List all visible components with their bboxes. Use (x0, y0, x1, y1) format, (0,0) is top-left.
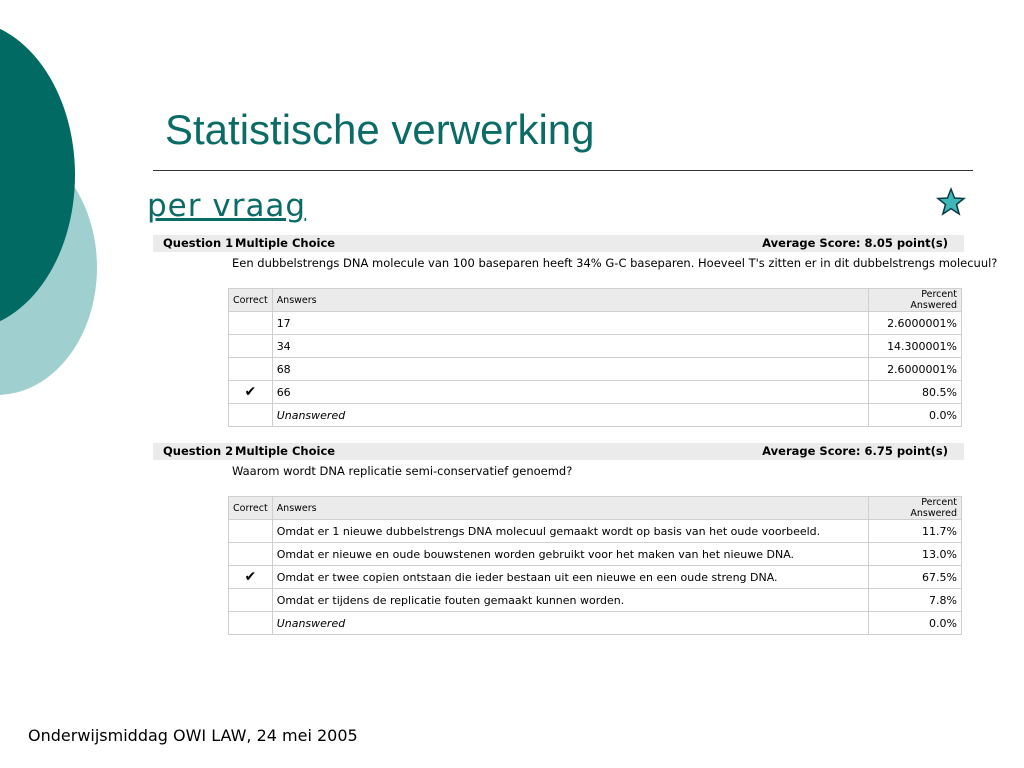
slide-title: Statistische verwerking (165, 106, 595, 153)
percent-answered: 13.0% (869, 543, 962, 566)
table-header-row (229, 289, 962, 312)
question-type: Multiple Choice (235, 444, 336, 458)
question-number: Question 1 (163, 236, 234, 250)
answer-text: 17 (272, 312, 868, 335)
correct-mark (229, 612, 273, 635)
question-text: Een dubbelstrengs DNA molecule van 100 baseparen heeft 34% G-C baseparen. Hoeveel T's zitten er in dit dubbelstrengs molecuul? (232, 256, 998, 270)
correct-mark (229, 543, 273, 566)
subtitle-link[interactable]: per vraag (147, 188, 307, 224)
table-row (229, 520, 962, 543)
answer-text: 34 (272, 335, 868, 358)
column-header-answers: Answers (272, 289, 868, 312)
correct-mark (229, 312, 273, 335)
column-header-correct: Correct (229, 289, 273, 312)
answer-text: Omdat er tijdens de replicatie fouten gemaakt kunnen worden. (272, 589, 868, 612)
star-icon[interactable] (936, 187, 966, 217)
answer-text: Omdat er nieuwe en oude bouwstenen worden gebruikt voor het maken van het nieuwe DNA. (272, 543, 868, 566)
correct-mark (229, 404, 273, 427)
table-row (229, 404, 962, 427)
answer-text: 68 (272, 358, 868, 381)
title-divider (153, 170, 973, 171)
table-header-row (229, 497, 962, 520)
answer-text: 66 (272, 381, 868, 404)
percent-answered: 2.6000001% (869, 358, 962, 381)
correct-mark (229, 520, 273, 543)
table-row (229, 358, 962, 381)
table-row (229, 381, 962, 404)
correct-checkmark-icon: ✔ (229, 566, 273, 589)
answer-text: Omdat er 1 nieuwe dubbelstrengs DNA molecuul gemaakt wordt op basis van het oude voorbeeld. (272, 520, 868, 543)
correct-mark (229, 358, 273, 381)
question-block-1 (153, 235, 998, 422)
answer-text: Unanswered (272, 404, 868, 427)
table-row (229, 612, 962, 635)
percent-answered: 14.300001% (869, 335, 962, 358)
question-text: Waarom wordt DNA replicatie semi-conservatief genoemd? (232, 464, 573, 478)
average-score: Average Score: 6.75 point(s) (762, 444, 948, 458)
column-header-answers: Answers (272, 497, 868, 520)
question-header (153, 235, 964, 252)
percent-answered: 0.0% (869, 612, 962, 635)
question-block-2 (153, 443, 964, 630)
percent-answered: 2.6000001% (869, 312, 962, 335)
correct-mark (229, 589, 273, 612)
table-row (229, 566, 962, 589)
percent-answered: 80.5% (869, 381, 962, 404)
correct-checkmark-icon: ✔ (229, 381, 273, 404)
correct-mark (229, 335, 273, 358)
answer-text: Omdat er twee copien ontstaan die ieder bestaan uit een nieuwe en een oude streng DNA. (272, 566, 868, 589)
answer-text: Unanswered (272, 612, 868, 635)
percent-answered: 67.5% (869, 566, 962, 589)
slide-footer: Onderwijsmiddag OWI LAW, 24 mei 2005 (28, 726, 358, 745)
question-header (153, 443, 964, 460)
percent-answered: 7.8% (869, 589, 962, 612)
question-type: Multiple Choice (235, 236, 336, 250)
column-header-correct: Correct (229, 497, 273, 520)
question-number: Question 2 (163, 444, 234, 458)
average-score: Average Score: 8.05 point(s) (762, 236, 948, 250)
table-row (229, 312, 962, 335)
percent-answered: 11.7% (869, 520, 962, 543)
table-row (229, 589, 962, 612)
answers-table (228, 496, 962, 635)
percent-answered: 0.0% (869, 404, 962, 427)
column-header-percent: Percent Answered (869, 497, 962, 520)
column-header-percent: Percent Answered (869, 289, 962, 312)
table-row (229, 543, 962, 566)
table-row (229, 335, 962, 358)
answers-table (228, 288, 962, 427)
